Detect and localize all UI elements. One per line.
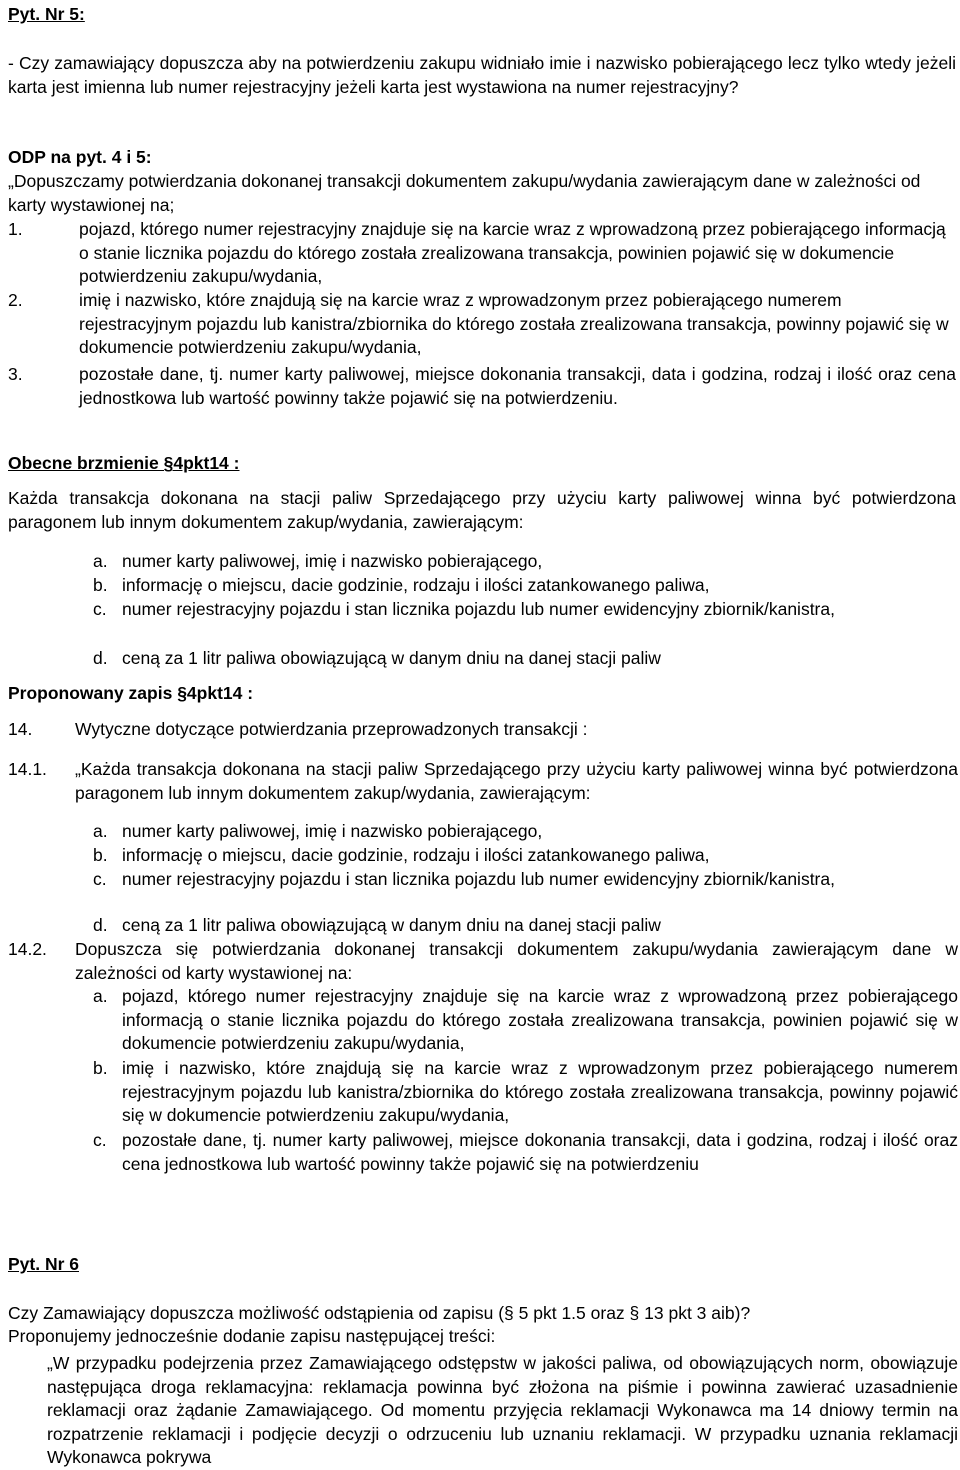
- section-14-number: 14.: [8, 719, 33, 739]
- list-item-text: pojazd, którego numer rejestracyjny znajduje się na karcie wraz z wprowadzoną przez pobierającego informacją o stanie licznika pojazdu do którego została zrealizowana transakcja, powinien pojawić się w dokumencie potwierdzeniu zakupu/wydania,: [79, 219, 946, 286]
- list-item-letter: d.: [93, 648, 108, 668]
- list-item-text: numer karty paliwowej, imię i nazwisko pobierającego,: [122, 551, 543, 571]
- list-item-text: numer rejestracyjny pojazdu i stan licznika pojazdu lub numer ewidencyjny zbiornik/kanistra,: [122, 869, 835, 889]
- section-14-2-number: 14.2.: [8, 939, 47, 959]
- question-6-text: Czy Zamawiający dopuszcza możliwość odstąpienia od zapisu (§ 5 pkt 1.5 oraz § 13 pkt 3 aib)?: [8, 1303, 751, 1323]
- list-item-text: informację o miejscu, dacie godzinie, rodzaju i ilości zatankowanego paliwa,: [122, 845, 710, 865]
- list-item-text: imię i nazwisko, które znajdują się na karcie wraz z wprowadzonym przez pobierającego numerem rejestracyjnym pojazdu lub kanistra/zbiornika do którego została zrealizowana transakcja, powinny pojawić się w dokumencie potwierdzeniu zakupu/wydania,: [122, 1058, 958, 1125]
- list-item-number: 2.: [8, 290, 23, 310]
- section-14-1-number: 14.1.: [8, 759, 47, 779]
- list-item-text: numer rejestracyjny pojazdu i stan licznika pojazdu lub numer ewidencyjny zbiornik/kanistra,: [122, 599, 835, 619]
- list-item-letter: c.: [93, 869, 107, 889]
- answer-heading: ODP na pyt. 4 i 5:: [8, 147, 152, 167]
- section-14-1-text: „Każda transakcja dokonana na stacji paliw Sprzedającego przy użyciu karty paliwowej winna być potwierdzona paragonem lub innym dokumentem zakup/wydania, zawierającym:: [75, 759, 958, 803]
- list-item-number: 1.: [8, 219, 23, 239]
- current-wording-label: Obecne brzmienie §4pkt14 :: [8, 453, 240, 473]
- list-item-letter: c.: [93, 599, 107, 619]
- question-6-quote: „W przypadku podejrzenia przez Zamawiającego odstępstw w jakości paliwa, od obowiązujących norm, obowiązuje następująca droga reklamacyjna: reklamacja powinna być złożona na piśmie i powinna zawierać uzasadnienie reklamacji oraz żądanie Zamawiającego. Od momentu przyjęcia reklamacji Wykonawca ma 14 dniowy termin na rozpatrzenie reklamacji i podjęcie decyzji o odrzuceniu lub uznaniu reklamacji. W przypadku uznania reklamacji Wykonawca pokrywa: [47, 1353, 958, 1467]
- list-item-letter: b.: [93, 575, 108, 595]
- list-item-letter: a.: [93, 551, 108, 571]
- answer-intro: „Dopuszczamy potwierdzania dokonanej transakcji dokumentem zakupu/wydania zawierającym dane w zależności od karty wystawionej na;: [8, 171, 921, 215]
- question-5-text: - Czy zamawiający dopuszcza aby na potwierdzeniu zakupu widniało imie i nazwisko pobierającego lecz tylko wtedy jeżeli karta jest imienna lub numer rejestracyjny jeżeli karta jest wystawiona na numer rejestracyjny?: [8, 53, 956, 97]
- current-wording-intro: Każda transakcja dokonana na stacji paliw Sprzedającego przy użyciu karty paliwowej winna być potwierdzona paragonem lub innym dokumentem zakup/wydania, zawierającym:: [8, 488, 956, 532]
- question-6-proposal: Proponujemy jednocześnie dodanie zapisu następującej treści:: [8, 1326, 496, 1346]
- proposed-wording-heading: Proponowany zapis §4pkt14 :: [8, 683, 254, 703]
- question-6-heading: Pyt. Nr 6: [8, 1254, 79, 1274]
- question-5-heading: Pyt. Nr 5:: [8, 4, 85, 24]
- list-item-text: informację o miejscu, dacie godzinie, rodzaju i ilości zatankowanego paliwa,: [122, 575, 710, 595]
- list-item-letter: a.: [93, 821, 108, 841]
- list-item-letter: b.: [93, 845, 108, 865]
- list-item-text: imię i nazwisko, które znajdują się na karcie wraz z wprowadzonym przez pobierającego numerem rejestracyjnym pojazdu lub kanistra/zbiornika do którego została zrealizowana transakcja, powinny pojawić się w dokumencie potwierdzeniu zakupu/wydania,: [79, 290, 949, 357]
- current-wording-heading: [8, 452, 239, 476]
- list-item-text: pojazd, którego numer rejestracyjny znajduje się na karcie wraz z wprowadzoną przez pobierającego informacją o stanie licznika pojazdu do którego została zrealizowana transakcja, powinien pojawić się w dokumencie potwierdzeniu zakupu/wydania,: [122, 986, 958, 1053]
- list-item-letter: a.: [93, 986, 108, 1006]
- section-14-2-text: Dopuszcza się potwierdzania dokonanej transakcji dokumentem zakupu/wydania zawierającym dane w zależności od karty wystawionej na:: [75, 939, 958, 983]
- list-item-letter: c.: [93, 1130, 107, 1150]
- list-item-letter: b.: [93, 1058, 108, 1078]
- list-item-letter: d.: [93, 915, 108, 935]
- list-item-text: pozostałe dane, tj. numer karty paliwowej, miejsce dokonania transakcji, data i godzina, rodzaj i ilość oraz cena jednostkowa lub wartość powinny także pojawić się na potwierdzeniu: [122, 1130, 958, 1174]
- list-item-text: numer karty paliwowej, imię i nazwisko pobierającego,: [122, 821, 543, 841]
- section-14-title: Wytyczne dotyczące potwierdzania przeprowadzonych transakcji :: [75, 719, 588, 739]
- list-item-number: 3.: [8, 364, 23, 384]
- list-item-text: pozostałe dane, tj. numer karty paliwowej, miejsce dokonania transakcji, data i godzina, rodzaj i ilość oraz cena jednostkowa lub wartość powinny także pojawić się na potwierdzeniu.: [79, 364, 956, 408]
- list-item-text: ceną za 1 litr paliwa obowiązującą w danym dniu na danej stacji paliw: [122, 648, 661, 668]
- list-item-text: ceną za 1 litr paliwa obowiązującą w danym dniu na danej stacji paliw: [122, 915, 661, 935]
